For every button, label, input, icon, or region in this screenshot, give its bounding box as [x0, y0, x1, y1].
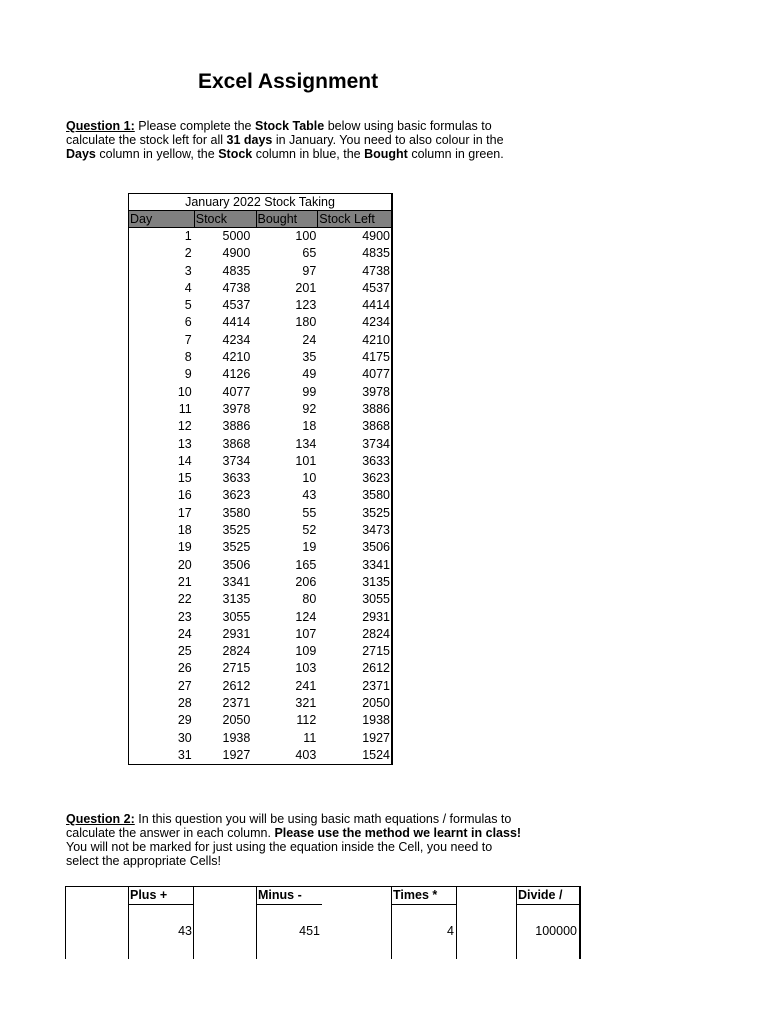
table-row [129, 505, 391, 522]
cell-day[interactable]: 16 [177, 488, 192, 503]
cell-stock-left[interactable]: 3341 [362, 557, 390, 572]
cell-bought[interactable]: 35 [302, 350, 317, 365]
cell-stock-left[interactable]: 1524 [362, 747, 390, 762]
cell-bought[interactable]: 206 [295, 574, 317, 589]
table-row [129, 349, 391, 366]
cell-bought[interactable]: 10 [302, 471, 317, 486]
cell-day[interactable]: 10 [177, 384, 192, 399]
cell-day[interactable]: 24 [177, 626, 192, 641]
table-row [129, 643, 391, 660]
cell-stock-left[interactable]: 4835 [362, 246, 390, 261]
cell-bought[interactable]: 24 [302, 332, 317, 347]
cell-day[interactable]: 19 [177, 540, 192, 555]
math-header-divide[interactable]: Divide / [518, 888, 563, 902]
cell-bought[interactable]: 19 [302, 540, 317, 555]
cell-stock-left[interactable]: 3473 [362, 523, 390, 538]
cell-stock-left[interactable]: 4738 [362, 263, 390, 278]
cell-day[interactable]: 15 [177, 471, 192, 486]
q1-bold-4: Stock [218, 147, 253, 161]
cell-day[interactable]: 29 [177, 713, 192, 728]
table-row [129, 401, 391, 418]
cell-day[interactable]: 5 [184, 298, 192, 313]
cell-stock-left[interactable]: 4900 [362, 229, 390, 243]
cell-bought[interactable]: 241 [295, 678, 317, 693]
cell-bought[interactable]: 134 [295, 436, 317, 451]
cell-bought[interactable]: 43 [302, 488, 317, 503]
table-row [129, 297, 391, 314]
math-value-divide[interactable]: 100000 [535, 924, 577, 938]
cell-day[interactable]: 14 [177, 453, 192, 468]
cell-stock-left[interactable]: 4077 [362, 367, 390, 382]
cell-day[interactable]: 30 [177, 730, 192, 745]
cell-bought[interactable]: 124 [295, 609, 317, 624]
math-header-plus[interactable]: Plus + [130, 888, 168, 902]
table-row [129, 263, 391, 280]
cell-stock[interactable]: 4414 [222, 315, 251, 330]
header-day[interactable]: Day [130, 212, 153, 226]
table-row [129, 626, 391, 643]
cell-stock-left[interactable]: 3135 [362, 574, 390, 589]
cell-stock[interactable]: 4900 [222, 246, 251, 261]
cell-day[interactable]: 20 [177, 557, 192, 572]
cell-bought[interactable]: 321 [295, 696, 317, 711]
cell-stock[interactable]: 4077 [222, 384, 251, 399]
cell-day[interactable]: 4 [184, 280, 192, 295]
cell-stock[interactable]: 5000 [222, 229, 251, 243]
math-value-plus[interactable]: 43 [178, 924, 192, 938]
cell-stock-left[interactable]: 3633 [362, 453, 390, 468]
cell-stock[interactable]: 4835 [222, 263, 251, 278]
cell-day[interactable]: 8 [184, 350, 192, 365]
table-row [129, 678, 391, 695]
cell-stock[interactable]: 2824 [222, 644, 251, 659]
cell-bought[interactable]: 18 [302, 419, 317, 434]
q1-text-4: column in yellow, the [95, 147, 219, 161]
question-1-label: Question 1: [66, 119, 135, 133]
table-row [129, 539, 391, 556]
math-table [65, 886, 581, 959]
cell-bought[interactable]: 99 [302, 384, 317, 399]
cell-stock[interactable]: 4537 [222, 298, 251, 313]
stock-table-body [128, 228, 393, 765]
table-row [129, 418, 391, 435]
page-title: Excel Assignment [198, 70, 379, 93]
cell-day[interactable]: 17 [177, 505, 192, 520]
cell-stock-left[interactable]: 3506 [362, 540, 390, 555]
cell-stock[interactable]: 3341 [222, 574, 251, 589]
cell-day[interactable]: 1 [184, 229, 192, 243]
math-value-times[interactable]: 4 [447, 924, 454, 938]
table-row [129, 245, 391, 262]
cell-stock[interactable]: 1927 [222, 747, 251, 762]
cell-bought[interactable]: 52 [302, 523, 317, 538]
q1-text-3: in January. You need to also colour in the [272, 133, 504, 147]
cell-stock[interactable]: 3055 [222, 609, 251, 624]
cell-bought[interactable]: 100 [295, 229, 317, 243]
cell-stock[interactable]: 3623 [222, 488, 251, 503]
table-row [129, 712, 391, 729]
q1-bold-5: Bought [364, 147, 408, 161]
cell-stock-left[interactable]: 2371 [362, 678, 390, 693]
cell-day[interactable]: 12 [177, 419, 192, 434]
cell-day[interactable]: 2 [184, 246, 192, 261]
table-row [129, 366, 391, 383]
stock-table-caption[interactable]: January 2022 Stock Taking [128, 193, 393, 210]
cell-stock-left[interactable]: 3580 [362, 488, 390, 503]
table-row [129, 436, 391, 453]
cell-stock[interactable]: 4210 [222, 350, 251, 365]
cell-bought[interactable]: 403 [295, 747, 317, 762]
cell-stock[interactable]: 1938 [222, 730, 251, 745]
cell-stock[interactable]: 2371 [222, 696, 251, 711]
stock-table-header [128, 210, 393, 228]
cell-stock-left[interactable]: 2050 [362, 696, 390, 711]
cell-stock[interactable]: 3868 [222, 436, 251, 451]
question-2-text [66, 812, 526, 868]
cell-stock[interactable]: 3734 [222, 453, 251, 468]
cell-bought[interactable]: 107 [295, 626, 317, 641]
cell-day[interactable]: 25 [177, 644, 192, 659]
cell-stock-left[interactable]: 2824 [362, 626, 390, 641]
cell-stock-left[interactable]: 2612 [362, 661, 390, 676]
cell-bought[interactable]: 112 [296, 713, 317, 728]
q1-bold-3: Days [66, 147, 96, 161]
cell-day[interactable]: 11 [178, 401, 192, 416]
cell-stock-left[interactable]: 3886 [362, 401, 390, 416]
cell-day[interactable]: 22 [177, 592, 192, 607]
cell-stock-left[interactable]: 1927 [362, 730, 390, 745]
table-row [129, 487, 391, 504]
cell-bought[interactable]: 103 [295, 661, 317, 676]
cell-stock[interactable]: 2931 [222, 626, 251, 641]
table-row [129, 730, 391, 747]
cell-stock-left[interactable]: 4537 [362, 280, 390, 295]
cell-stock[interactable]: 2715 [222, 661, 251, 676]
cell-bought[interactable]: 55 [302, 505, 317, 520]
cell-stock[interactable]: 3506 [222, 557, 251, 572]
question-2-label: Question 2: [66, 812, 135, 826]
math-value-minus[interactable]: 451 [299, 924, 320, 938]
cell-stock[interactable]: 3886 [222, 419, 251, 434]
cell-bought[interactable]: 109 [295, 644, 317, 659]
cell-day[interactable]: 31 [177, 747, 192, 762]
cell-stock-left[interactable]: 3734 [362, 436, 390, 451]
cell-stock[interactable]: 3525 [222, 540, 251, 555]
math-header-minus[interactable]: Minus - [258, 888, 302, 902]
cell-bought[interactable]: 49 [302, 367, 317, 382]
cell-stock[interactable]: 3978 [222, 401, 251, 416]
cell-stock[interactable]: 3580 [222, 505, 251, 520]
cell-stock-left[interactable]: 1938 [362, 713, 390, 728]
cell-stock[interactable]: 4126 [222, 367, 251, 382]
header-stock-left[interactable]: Stock Left [317, 211, 391, 227]
q2-text-1: In this question you will be using basic math equations / formulas to calculate the answer in each column. [66, 812, 512, 840]
math-header-times[interactable]: Times * [393, 888, 438, 902]
table-row [129, 574, 391, 591]
cell-day[interactable]: 7 [184, 332, 192, 347]
cell-bought[interactable]: 201 [295, 280, 317, 295]
cell-bought[interactable]: 180 [295, 315, 317, 330]
table-row [129, 747, 391, 764]
cell-stock[interactable]: 3633 [222, 471, 251, 486]
cell-stock-left[interactable]: 3525 [362, 505, 390, 520]
q2-text-2: You will not be marked for just using the equation inside the Cell, you need to select the appropriate Cells! [66, 840, 493, 868]
question-1-text [66, 119, 526, 161]
cell-stock-left[interactable]: 4175 [362, 350, 390, 365]
cell-bought[interactable]: 165 [295, 557, 317, 572]
cell-stock-left[interactable]: 3978 [362, 384, 390, 399]
cell-stock[interactable]: 3135 [222, 592, 251, 607]
cell-day[interactable]: 26 [177, 661, 192, 676]
cell-stock[interactable]: 2612 [222, 678, 251, 693]
q1-text-1: Please complete the [134, 119, 255, 133]
cell-stock[interactable]: 3525 [222, 523, 251, 538]
cell-stock-left[interactable]: 2715 [362, 644, 390, 659]
q2-bold-1: Please use the method we learnt in class! [274, 826, 522, 840]
table-row [129, 228, 391, 245]
table-row [129, 557, 391, 574]
table-row [129, 384, 391, 401]
q1-text-5: column in blue, the [252, 147, 365, 161]
q1-text-6: column in green. [407, 147, 504, 161]
table-row [129, 609, 391, 626]
cell-day[interactable]: 27 [177, 678, 192, 693]
table-row [129, 522, 391, 539]
cell-day[interactable]: 28 [177, 696, 192, 711]
table-row [129, 332, 391, 349]
table-row [129, 695, 391, 712]
cell-stock-left[interactable]: 4414 [362, 298, 390, 313]
table-row [129, 453, 391, 470]
q1-bold-1: Stock Table [254, 119, 325, 133]
table-row [129, 314, 391, 331]
cell-stock[interactable]: 4738 [222, 280, 251, 295]
cell-day[interactable]: 3 [184, 263, 192, 278]
cell-bought[interactable]: 123 [295, 298, 317, 313]
cell-bought[interactable]: 92 [302, 401, 317, 416]
cell-bought[interactable]: 11 [303, 730, 317, 745]
cell-day[interactable]: 23 [177, 609, 192, 624]
stock-table [128, 193, 393, 765]
table-row [129, 470, 391, 487]
cell-stock-left[interactable]: 3868 [362, 419, 390, 434]
cell-stock-left[interactable]: 2931 [362, 609, 390, 624]
cell-stock-left[interactable]: 3623 [362, 471, 390, 486]
cell-day[interactable]: 18 [177, 523, 192, 538]
cell-day[interactable]: 13 [177, 436, 192, 451]
cell-bought[interactable]: 65 [302, 246, 317, 261]
header-bought[interactable]: Bought [256, 211, 318, 227]
table-row [129, 591, 391, 608]
cell-bought[interactable]: 80 [302, 592, 317, 607]
cell-day[interactable]: 9 [184, 367, 192, 382]
cell-bought[interactable]: 101 [295, 453, 317, 468]
cell-stock-left[interactable]: 4210 [362, 332, 390, 347]
cell-day[interactable]: 6 [184, 315, 192, 330]
table-row [129, 280, 391, 297]
cell-day[interactable]: 21 [177, 574, 192, 589]
cell-stock-left[interactable]: 4234 [362, 315, 390, 330]
cell-stock[interactable]: 2050 [222, 713, 251, 728]
header-stock[interactable]: Stock [194, 211, 256, 227]
q1-bold-2: 31 days [226, 133, 273, 147]
q1-text-2: below using basic formulas to calculate the stock left for all [66, 119, 492, 147]
cell-stock[interactable]: 4234 [222, 332, 251, 347]
cell-bought[interactable]: 97 [302, 263, 317, 278]
cell-stock-left[interactable]: 3055 [362, 592, 390, 607]
table-row [129, 660, 391, 677]
